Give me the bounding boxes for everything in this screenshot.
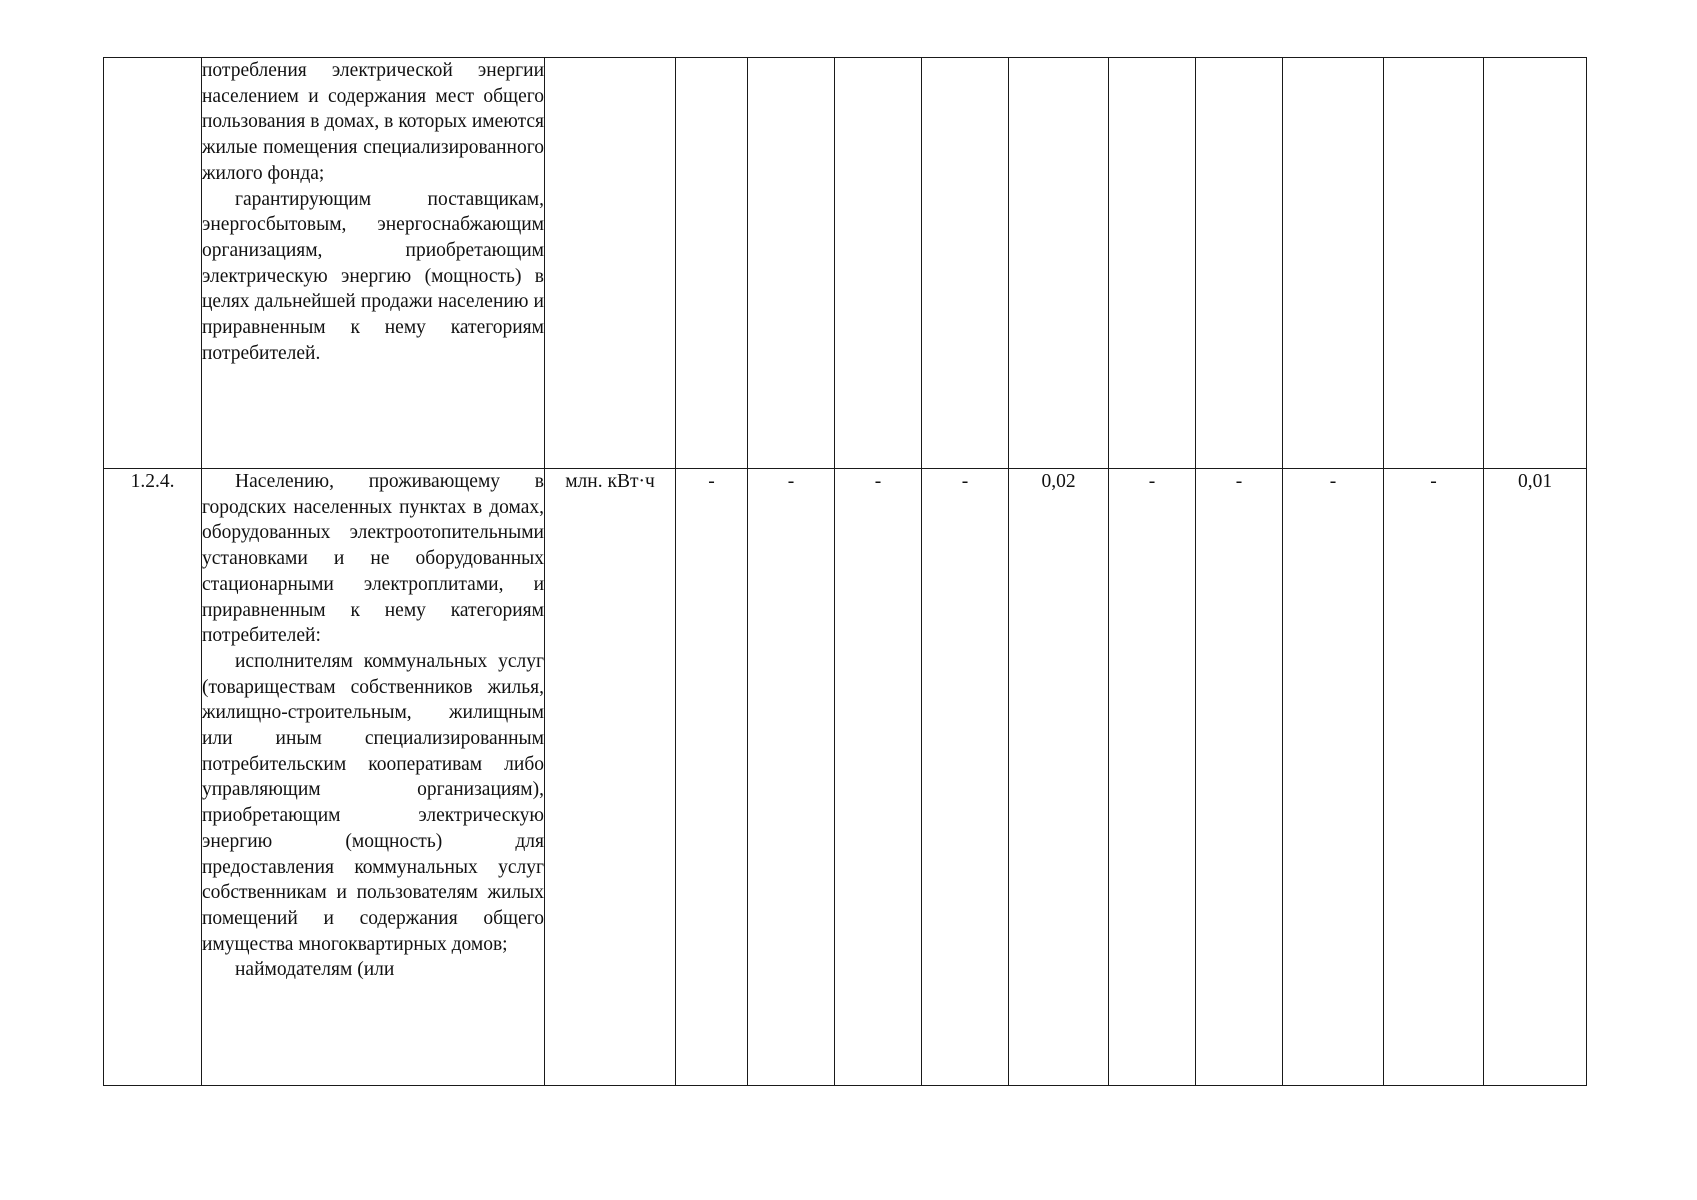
value-cell: 0,01	[1484, 469, 1587, 1086]
value-cell	[676, 58, 748, 469]
description-paragraph: потребления электрической энергии населением и содержания мест общего пользования в домах, в которых имеются жилые помещения специализированного жилого фонда;	[202, 60, 544, 184]
value-cell	[748, 58, 835, 469]
value-cell	[1196, 58, 1283, 469]
description-paragraph: наймодателям (или	[235, 959, 395, 981]
table-row	[104, 469, 1587, 1086]
row-description	[202, 469, 545, 1086]
value-cell	[835, 58, 922, 469]
row-number	[104, 58, 202, 469]
row-unit	[545, 58, 676, 469]
row-number: 1.2.4.	[104, 469, 202, 1086]
row-unit: млн. кВт·ч	[545, 469, 676, 1086]
description-paragraph: гарантирующим поставщикам, энергосбытовым, энергоснабжающим организациям, приобретающим электрическую энергию (мощность) в целях дальнейшей продажи населению и приравненным к нему категориям потребителей.	[202, 188, 544, 364]
tariff-table	[103, 57, 1587, 1086]
value-cell: -	[748, 469, 835, 1086]
row-description	[202, 58, 545, 469]
value-cell: -	[1384, 469, 1484, 1086]
value-cell: -	[1196, 469, 1283, 1086]
description-paragraph: исполнителям коммунальных услуг (товариществам собственников жилья, жилищно-строительным, жилищным или иным специализированным потребительским кооперативам либо управляющим организациям), приобретающим электрическую энергию (мощность) для предоставления коммунальных услуг собственникам и пользователям жилых помещений и содержания общего имущества многоквартирных домов;	[202, 650, 544, 955]
description-paragraph: Населению, проживающему в городских населенных пунктах в домах, оборудованных электроотопительными установками и не оборудованных стационарными электроплитами, и приравненным к нему категориям потребителей:	[202, 471, 544, 647]
value-cell	[1384, 58, 1484, 469]
value-cell: 0,02	[1009, 469, 1109, 1086]
table-body	[104, 58, 1587, 1086]
value-cell	[1484, 58, 1587, 469]
value-cell: -	[835, 469, 922, 1086]
value-cell: -	[922, 469, 1009, 1086]
value-cell	[1283, 58, 1384, 469]
value-cell	[1109, 58, 1196, 469]
value-cell: -	[1283, 469, 1384, 1086]
value-cell	[922, 58, 1009, 469]
value-cell: -	[676, 469, 748, 1086]
value-cell	[1009, 58, 1109, 469]
table-row	[104, 58, 1587, 469]
value-cell: -	[1109, 469, 1196, 1086]
